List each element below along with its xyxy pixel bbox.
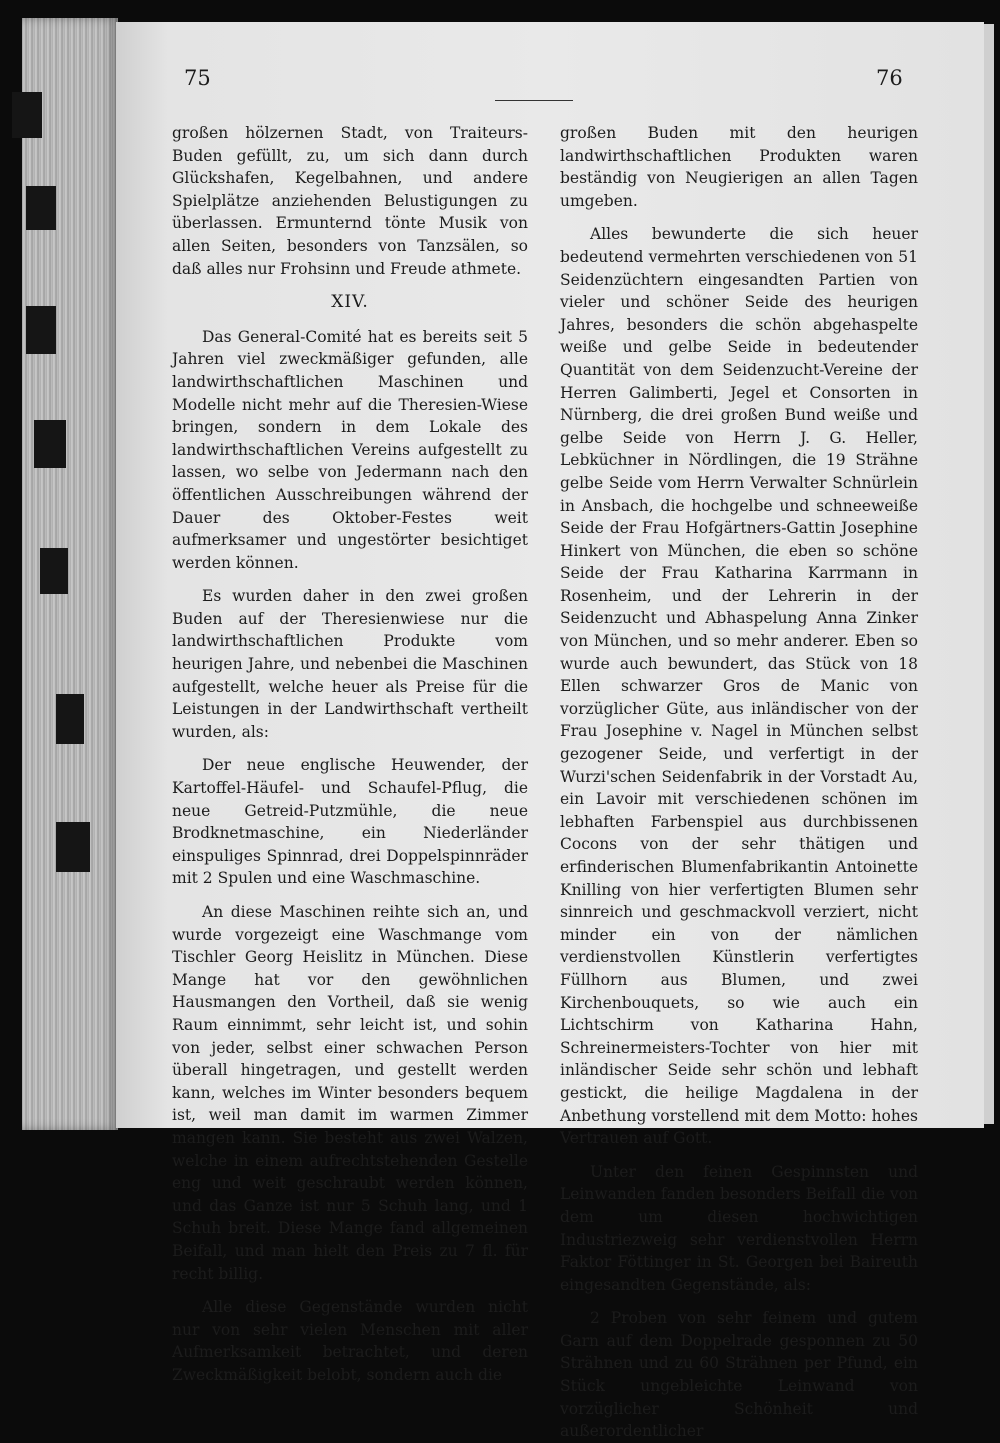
paragraph: Unter den feinen Gespinnsten und Leinwanden fanden besonders Beifall die von dem um diesen hochwichtigen Industriezweig sehr verdienstvollen Herrn Faktor Föttinger in St. Georgen bei Baireuth eingesandten Gegenstände, als:: [560, 1162, 919, 1294]
page-marker-tab: [12, 92, 42, 138]
left-page-number: 75: [184, 66, 211, 90]
paragraph: Das General-Comité hat es bereits seit 5 Jahren viel zweckmäßiger gefunden, alle landwirthschaftlichen Maschinen und Modelle nicht mehr auf die Theresien-Wiese bringen, sondern in dem Lokale des landwirthschaftlichen Vereins aufgestellt zu lassen, wo selbe von Jedermann nach den öffentlichen Ausschreibungen während der Dauer des Oktober-Festes weit aufmerksamer und ungestörter besichtiget werden können.: [172, 327, 528, 572]
page-marker-tab: [34, 420, 66, 468]
book-page-edges: [22, 18, 118, 1130]
page-marker-tab: [26, 306, 56, 354]
right-text-column: [560, 122, 918, 1443]
paragraph: Alle diese Gegenstände wurden nicht nur von sehr vielen Menschen mit aller Aufmerksamkeit betrachtet, und deren Zweckmäßigkeit belobt, sondern auch die: [172, 1298, 528, 1384]
paragraph: großen hölzernen Stadt, von Traiteurs-Buden gefüllt, zu, um sich dann durch Glückshafen, Kegelbahnen, und andere Spielplätze anziehenden Belustigungen zu überlassen. Ermunternd tönte Musik von allen Seiten, besonders von Tanzsälen, so daß alles nur Frohsinn und Freude athmete.: [172, 124, 528, 278]
left-text-column: [172, 122, 528, 1386]
page-marker-tab: [40, 548, 68, 594]
section-heading: XIV.: [331, 292, 369, 313]
page-marker-tab: [56, 694, 84, 744]
right-page-number: 76: [876, 66, 903, 90]
page-marker-tab: [56, 822, 90, 872]
paragraph: Es wurden daher in den zwei großen Buden auf der Theresienwiese nur die landwirthschaftlichen Produkte vom heurigen Jahre, und nebenbei die Maschinen aufgestellt, welche heuer als Preise für die Leistungen in der Landwirthschaft vertheilt wurden, als:: [172, 587, 528, 741]
right-page-edge: [984, 24, 994, 1124]
paragraph: 2 Proben von sehr feinem und gutem Garn auf dem Doppelrade gesponnen zu 50 Strähnen und zu 60 Strähnen per Pfund, ein Stück ungebleichte Leinwand von vorzüglicher Schönheit und außerordentlicher: [560, 1309, 918, 1441]
paragraph: Der neue englische Heuwender, der Kartoffel-Häufel- und Schaufel-Pflug, die neue Getreid-Putzmühle, die neue Brodknetmaschine, ein Niederländer einspuliges Spinnrad, drei Doppelspinnräder mit 2 Spulen und eine Waschmaschine.: [172, 756, 528, 888]
paragraph: Alles bewunderte die sich heuer bedeutend vermehrten verschiedenen von 51 Seidenzüchtern eingesandten Partien von vieler und schöner Seide des heurigen Jahres, besonders die schön abgehaspelte weiße und gelbe Seide in bedeutender Quantität von dem Seidenzucht-Vereine der Herren Galimberti, Jegel et Consorten in Nürnberg, die drei großen Bund weiße und gelbe Seide von Herrn J. G. Heller, Lebküchner in Nördlingen, die 19 Strähne gelbe Seide vom Herrn Verwalter Schnürlein in Ansbach, die hochgelbe und schneeweiße Seide der Frau Hofgärtners-Gattin Josephine Hinkert von München, die eben so schöne Seide der Frau Katharina Karrmann in Rosenheim, und der Lehrerin in der Seidenzucht und Abhaspelung Anna Zinker von München, und so mehr anderer. Eben so wurde auch bewundert, das Stück von 18 Ellen schwarzer Gros de Manic von vorzüglicher Güte, aus inländischer von der Frau Josephine v. Nagel in München selbst gezogener Seide, und verfertigt in der Wurzi'schen Seidenfabrik in der Vorstadt Au, ein Lavoir mit verschiedenen schönen im lebhaften Farbenspiel aus durchbissenen Cocons von der sehr thätigen und erfinderischen Blumenfabrikantin Antoinette Knilling von hier verfertigten Blumen sehr sinnreich und geschmackvoll verziert, nicht minder ein von der nämlichen verdienstvollen Künstlerin verfertigtes Füllhorn aus Blumen, und zwei Kirchenbouquets, so wie auch ein Lichtschirm von Katharina Hahn, Schreinermeisters-Tochter von hier mit inländischer Seide sehr schön und lebhaft gestickt, die heilige Magdalena in der Anbethung vorstellend mit dem Motto: hohes Vertrauen auf Gott.: [560, 225, 918, 1148]
paragraph: großen Buden mit den heurigen landwirthschaftlichen Produkten waren beständig von Neugierigen an allen Tagen umgeben.: [560, 124, 918, 210]
header-rule: [495, 100, 573, 101]
paragraph: An diese Maschinen reihte sich an, und wurde vorgezeigt eine Waschmange vom Tischler Georg Heislitz in München. Diese Mange hat vor den gewöhnlichen Hausmangen den Vortheil, daß sie wenig Raum einnimmt, sehr leicht ist, und sohin von jeder, selbst einer schwachen Person überall hingetragen, und gestellt werden kann, welches im Winter besonders bequem ist, weil man damit im warmen Zimmer mangen kann. Sie besteht aus zwei Walzen, welche in einem aufrechtstehenden Gestelle eng und weit geschraubt werden können, und das Ganze ist nur 5 Schuh lang, und 1 Schuh breit. Diese Mange fand allgemeinen Beifall, und man hielt den Preis zu 7 fl. für recht billig.: [172, 903, 528, 1283]
page-marker-tab: [26, 186, 56, 230]
